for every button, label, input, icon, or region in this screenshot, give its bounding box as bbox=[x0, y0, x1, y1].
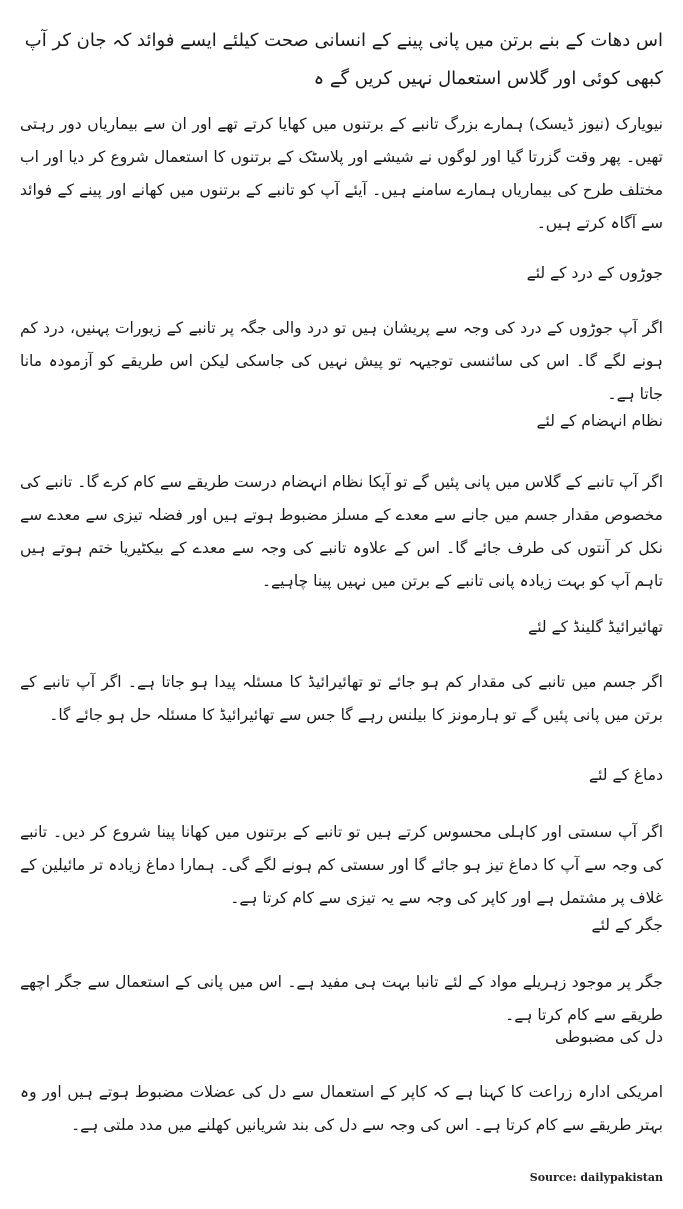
section-heading-joints: جوڑوں کے درد کے لئے bbox=[526, 264, 663, 282]
article-title: اس دھات کے بنے برتن میں پانی پینے کے انسانی صحت کیلئے ایسے فوائد کہ جان کر آپ کبھی کوئی اور گلاس استعمال نہیں کریں گے ہ bbox=[24, 30, 663, 89]
section-body-liver: جگر پر موجود زہریلے مواد کے لئے تانبا بہت ہی مفید ہے۔ اس میں پانی کے استعمال سے جگر اچھے طریقے سے کام کرتا ہے۔ bbox=[20, 973, 663, 1024]
section-heading-digestion: نظام انہضام کے لئے bbox=[536, 412, 663, 430]
section-heading-heart: دل کی مضبوطی bbox=[554, 1028, 663, 1046]
intro-paragraph: نیویارک (نیوز ڈیسک) ہمارے بزرگ تانبے کے برتنوں میں کھایا کرتے تھے اور ان سے بیماریاں دور رہتی تھیں۔ پھر وقت گزرتا گیا اور لوگوں نے شیشے اور پلاسٹک کے برتنوں کا استعمال شروع کر دیا اور اب مختلف طرح کی بیماریاں ہمارے سامنے ہیں۔ آیئے آپ کو تانبے کے برتنوں میں کھانے اور پینے کے فوائد سے آگاہ کرتے ہیں۔ bbox=[20, 115, 663, 232]
section-body-digestion: اگر آپ تانبے کے گلاس میں پانی پئیں گے تو آپکا نظام انہضام درست طریقے سے کام کرے گا۔ تانبے کی مخصوص مقدار جسم میں جانے سے معدے کے مسلز مضبوط ہوتے ہیں اور فضلہ تیزی سے معدے سے نکل کر آنتوں کی طرف جائے گا۔ اس کے علاوہ تانبے کی وجہ سے معدے کے بیکٹیریا ختم ہوتے ہیں تاہم آپ کو بہت زیادہ پانی تانبے کے برتن میں نہیں پینا چاہیے۔ bbox=[20, 473, 663, 590]
source-credit: Source: dailypakistan bbox=[529, 1171, 663, 1184]
section-body-joints: اگر آپ جوڑوں کے درد کی وجہ سے پریشان ہیں تو درد والی جگہ پر تانبے کے زیورات پہنیں، درد کم ہونے لگے گا۔ اس کی سائنسی توجیہہ تو پیش نہیں کی جاسکی لیکن اس طریقے کو آزمودہ مانا جاتا ہے۔ bbox=[20, 319, 663, 403]
section-body-heart: امریکی ادارہ زراعت کا کہنا ہے کہ کاپر کے استعمال سے دل کی عضلات مضبوط ہوتے ہیں اور وہ بہتر طریقے سے کام کرتا ہے۔ اس کی وجہ سے دل کی بند شریانیں کھلنے میں مدد ملتی ہے۔ bbox=[20, 1083, 663, 1134]
section-body-thyroid: اگر جسم میں تانبے کی مقدار کم ہو جائے تو تھائیرائیڈ کا مسئلہ پیدا ہو جاتا ہے۔ اگر آپ تانبے کے برتن میں پانی پئیں گے تو ہارمونز کا بیلنس رہے گا جس سے تھائیرائیڈ کا مسئلہ حل ہو جائے گا۔ bbox=[20, 673, 663, 724]
article bbox=[20, 0, 663, 1209]
section-heading-thyroid: تھائیرائیڈ گلینڈ کے لئے bbox=[528, 618, 663, 636]
section-body-brain: اگر آپ سستی اور کاہلی محسوس کرتے ہیں تو تانبے کے برتنوں میں کھانا پینا شروع کر دیں۔ تانبے کی وجہ سے آپ کا دماغ تیز ہو جائے گا اور سستی کم ہونے لگے گی۔ ہمارا دماغ زیادہ تر مائیلین کے غلاف پر مشتمل ہے اور کاپر کی وجہ سے یہ تیزی سے کام کرتا ہے۔ bbox=[20, 823, 663, 907]
section-heading-brain: دماغ کے لئے bbox=[589, 766, 663, 784]
section-heading-liver: جگر کے لئے bbox=[591, 916, 663, 934]
